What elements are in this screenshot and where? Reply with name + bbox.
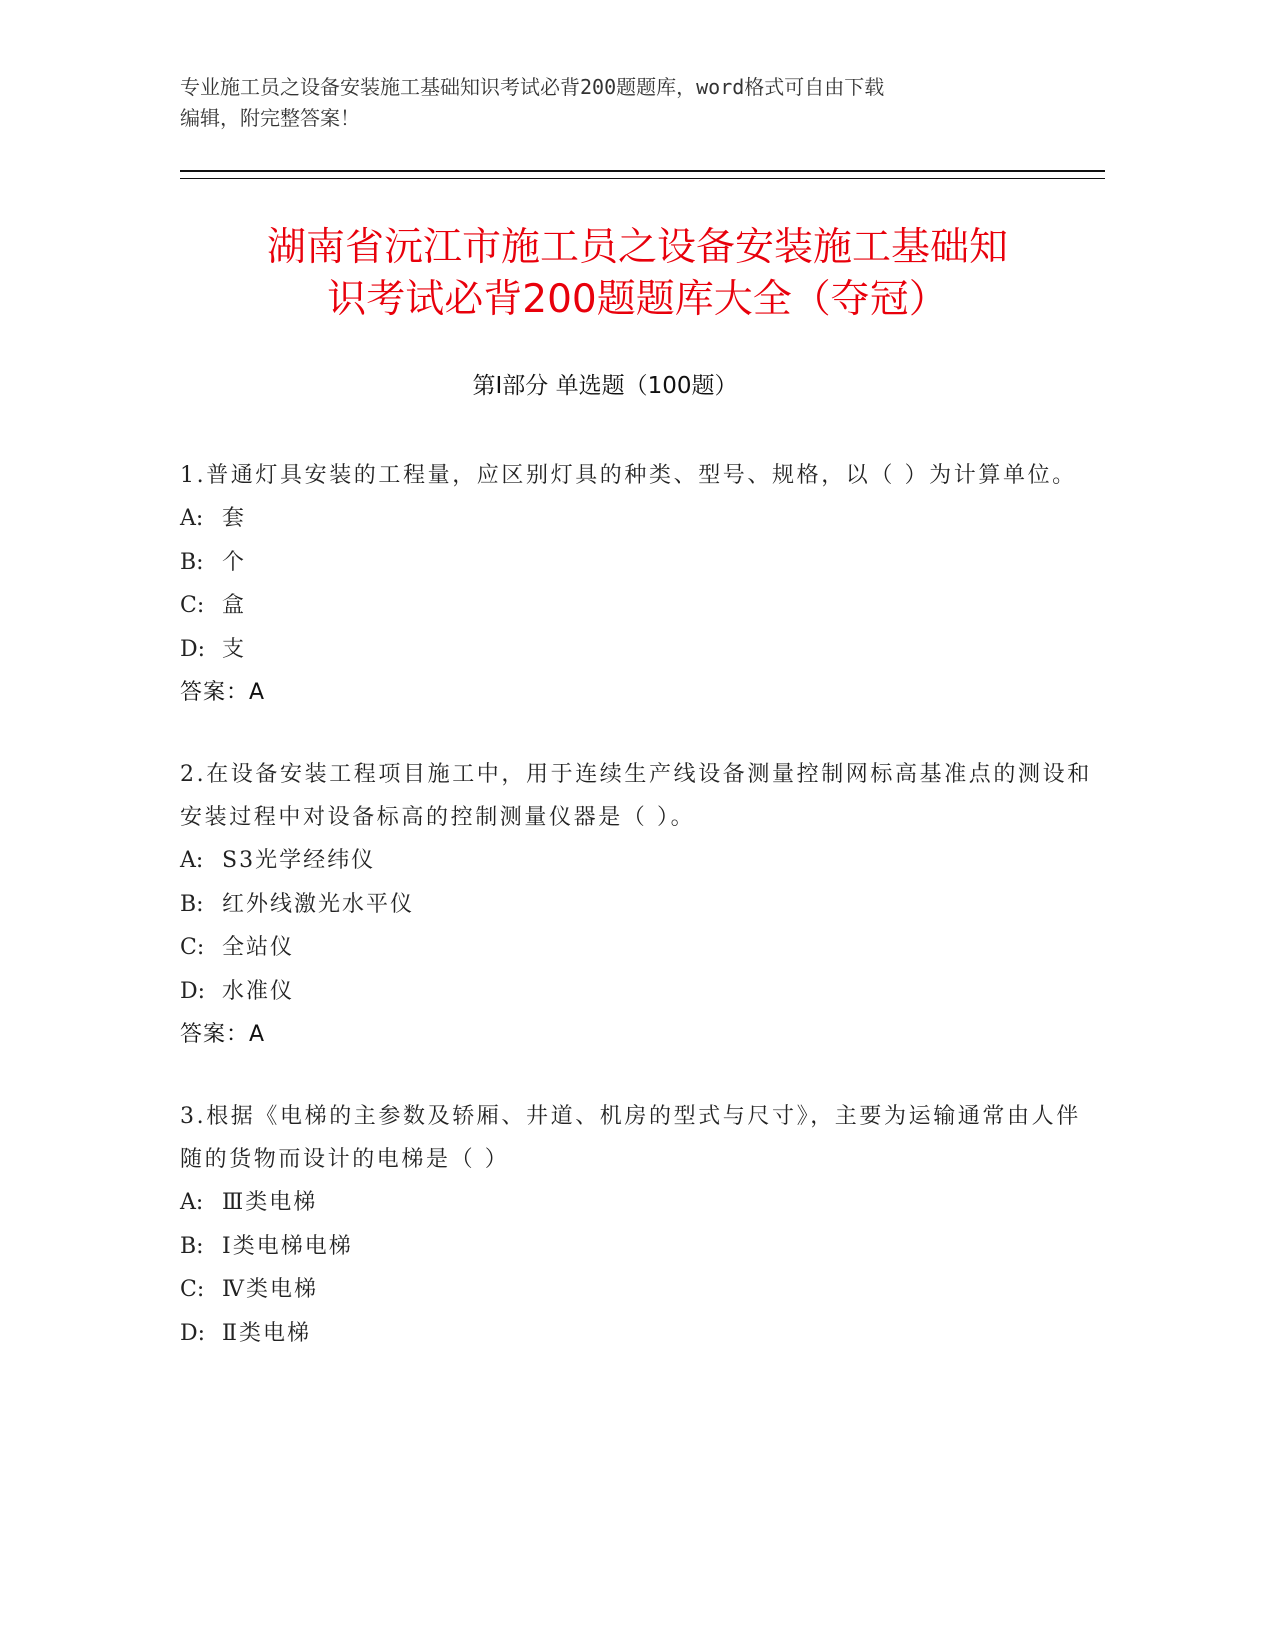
option-text: Ⅰ类电梯电梯 <box>222 1233 353 1259</box>
document-title-line-1: 湖南省沅江市施工员之设备安装施工基础知 <box>266 225 1008 270</box>
option-text: 套 <box>222 506 247 531</box>
option-c <box>180 1268 1100 1312</box>
option-letter: A: <box>180 848 204 873</box>
header-divider-thin <box>180 178 1105 179</box>
header-note <box>180 72 1060 134</box>
option-d <box>180 970 1100 1014</box>
header-note-line-1: 专业施工员之设备安装施工基础知识考试必背200题题库，word格式可自由下载 <box>180 75 885 99</box>
document-title-line-2: 识考试必背200题题库大全（夺冠） <box>327 277 948 322</box>
question-stem: 3.根据《电梯的主参数及轿厢、井道、机房的型式与尺寸》，主要为运输通常由人伴随的货物而设计的电梯是（ ） <box>180 1104 1081 1172</box>
option-letter: D: <box>180 978 206 1004</box>
question-stem: 2.在设备安装工程项目施工中，用于连续生产线设备测量控制网标高基准点的测设和安装过程中对设备标高的控制测量仪器是（ ）。 <box>180 762 1092 830</box>
option-b <box>180 1225 1100 1269</box>
option-b <box>180 541 1100 585</box>
answer-line: 答案：A <box>180 680 266 705</box>
question-1 <box>180 454 1100 715</box>
option-letter: B: <box>180 549 204 575</box>
option-text: 个 <box>222 549 247 575</box>
option-letter: C: <box>180 593 205 618</box>
option-letter: D: <box>180 1320 206 1346</box>
section-title: 第Ⅰ部分 单选题（100题） <box>472 373 738 399</box>
option-a <box>180 839 1100 883</box>
option-text: 支 <box>222 636 247 662</box>
header-divider-thick <box>180 170 1105 172</box>
option-text: Ⅳ类电梯 <box>222 1277 318 1302</box>
question-list <box>180 454 1100 1393</box>
option-text: Ⅱ类电梯 <box>222 1320 311 1346</box>
answer-line: 答案：A <box>180 1022 266 1047</box>
option-text: 盒 <box>222 593 247 618</box>
option-letter: B: <box>180 891 204 917</box>
option-text: Ⅲ类电梯 <box>222 1190 318 1215</box>
option-letter: D: <box>180 636 206 662</box>
option-c <box>180 926 1100 970</box>
option-letter: B: <box>180 1233 204 1259</box>
option-b <box>180 883 1100 927</box>
header-note-line-2: 编辑，附完整答案！ <box>180 106 360 130</box>
option-text: S3光学经纬仪 <box>222 848 376 873</box>
option-a <box>180 497 1100 541</box>
option-letter: C: <box>180 935 205 960</box>
option-letter: A: <box>180 1190 204 1215</box>
option-d <box>180 1312 1100 1356</box>
option-text: 水准仪 <box>222 978 295 1004</box>
option-d <box>180 628 1100 672</box>
question-2 <box>180 753 1100 1057</box>
option-text: 红外线激光水平仪 <box>222 891 415 917</box>
option-a <box>180 1181 1100 1225</box>
question-3 <box>180 1095 1100 1355</box>
option-letter: C: <box>180 1277 205 1302</box>
option-letter: A: <box>180 506 204 531</box>
document-title <box>150 222 1125 326</box>
option-c <box>180 584 1100 628</box>
option-text: 全站仪 <box>222 935 295 960</box>
question-stem: 1.普通灯具安装的工程量，应区别灯具的种类、型号、规格，以（ ）为计算单位。 <box>180 463 1077 488</box>
